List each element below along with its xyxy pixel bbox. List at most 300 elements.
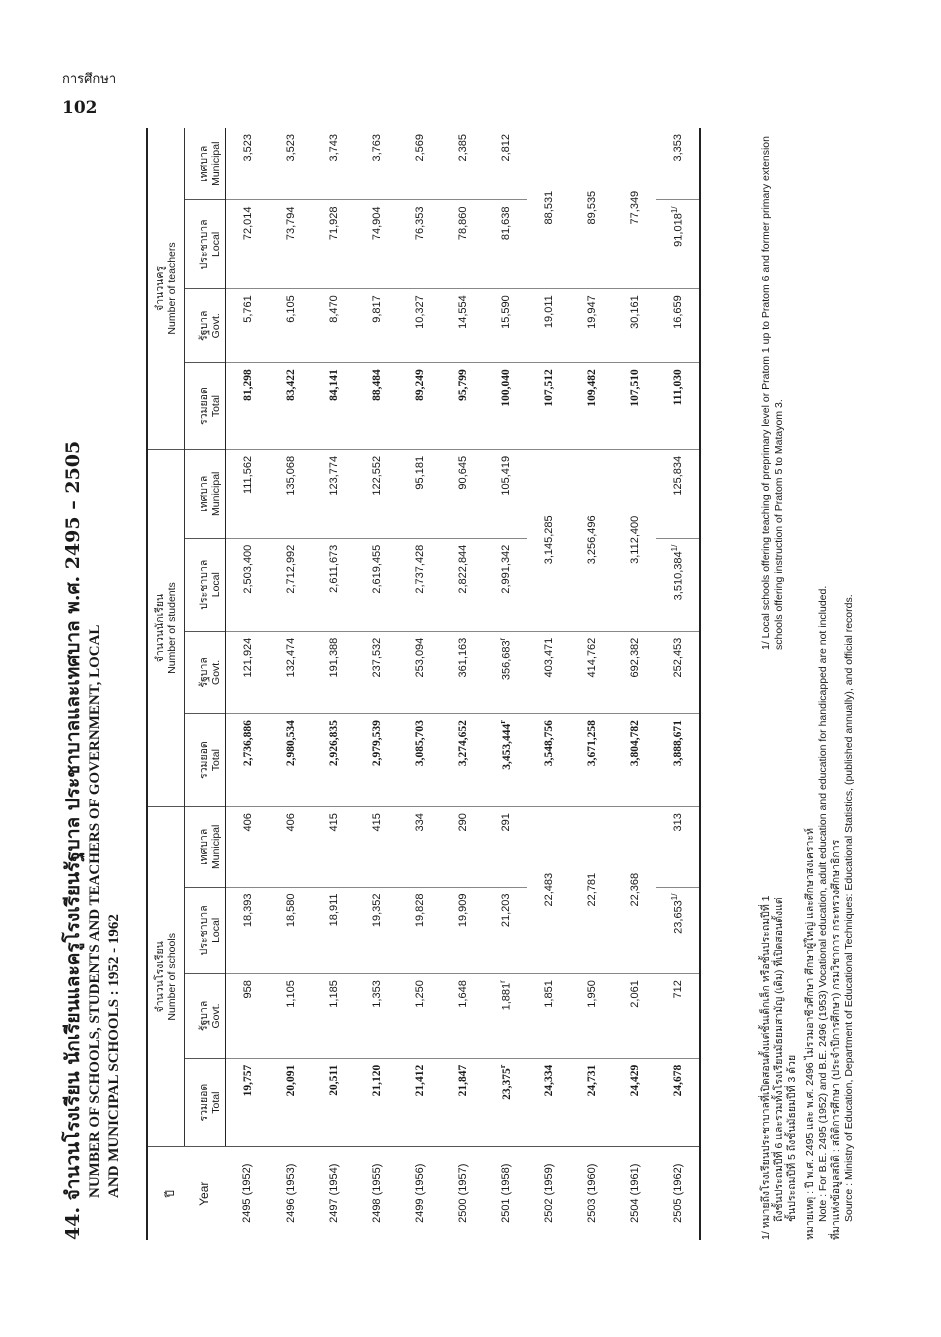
cell-value: 414,762 (585, 637, 598, 678)
cell-value: 415 (370, 813, 383, 832)
students-total-cell (570, 714, 613, 807)
table-row (484, 128, 527, 1240)
column-header-thai: ประชาบาล (198, 219, 210, 270)
teachers-cell (355, 128, 398, 200)
cell-value: 19,011 (542, 295, 555, 329)
cell-value: 1,950 (585, 980, 598, 1008)
cell-value: 1,250 (413, 980, 426, 1008)
table-row (527, 128, 570, 1240)
students-cell (269, 538, 312, 631)
schools-cell (398, 1058, 441, 1147)
teachers-cell (441, 128, 484, 200)
cell-value: 2,980,534 (284, 720, 297, 767)
cell-value: 313 (671, 813, 684, 832)
cell-value: 3,274,652 (456, 720, 469, 767)
teachers-cell (269, 128, 312, 200)
cell-value: 122,552 (370, 455, 383, 496)
students-cell (269, 714, 312, 807)
year-header-thai: ปี (162, 1189, 177, 1198)
teachers-cell (312, 128, 355, 200)
column-header (185, 538, 226, 631)
cell-value: 2501 (1958) (499, 1163, 512, 1223)
data-table-wrapper (146, 128, 701, 1240)
cell-value: 361,163 (456, 637, 469, 678)
column-header-row (185, 128, 226, 1240)
cell-value: 2499 (1956) (413, 1163, 426, 1223)
students-govt-cell (527, 631, 570, 713)
students-cell (441, 631, 484, 713)
cell-value: 253,094 (413, 637, 426, 678)
column-header (185, 631, 226, 713)
teachers-total-cell (613, 363, 656, 450)
cell-value: 3,548,756 (542, 720, 555, 767)
schools-cell (269, 1058, 312, 1147)
schools-total-cell (613, 1058, 656, 1147)
teachers-cell (355, 289, 398, 363)
cell-value: 15,590 (499, 295, 512, 329)
group-header-english: Number of schools (166, 933, 178, 1021)
cell-value: 712 (671, 980, 684, 999)
schools-cell (656, 887, 700, 974)
cell-value: 2,385 (456, 134, 469, 162)
cell-value: 5,761 (241, 295, 254, 323)
teachers-total-cell (527, 363, 570, 450)
students-cell (226, 714, 270, 807)
students-cell (656, 714, 700, 807)
schools-cell (484, 1058, 527, 1147)
cell-value: 2500 (1957) (456, 1163, 469, 1223)
cell-value: 3,256,496 (585, 515, 598, 565)
cell-value: 3,804,782 (628, 720, 641, 767)
schools-cell (226, 887, 270, 974)
schools-cell (398, 887, 441, 974)
cell-value: 83,422 (284, 369, 297, 401)
schools-cell (312, 974, 355, 1059)
students-cell (226, 631, 270, 713)
teachers-cell (269, 200, 312, 289)
column-header-english: Municipal (210, 141, 222, 186)
cell-value: 2498 (1955) (370, 1163, 383, 1223)
column-header-english: Local (210, 572, 222, 598)
cell-value: 90,645 (456, 455, 469, 490)
schools-cell (656, 974, 700, 1059)
cell-value: 2,812 (499, 134, 512, 162)
cell-value: 77,349 (628, 190, 641, 225)
cell-value: 123,774 (327, 455, 340, 496)
schools-cell (269, 887, 312, 974)
cell-value: 19,828 (413, 893, 426, 928)
cell-value: 692,382 (628, 637, 641, 678)
students-govt-cell (613, 631, 656, 713)
cell-value: 2,061 (628, 980, 641, 1008)
teachers-cell (226, 363, 270, 450)
cell-value: 334 (413, 813, 426, 832)
cell-value: 23,653 (672, 900, 685, 934)
schools-cell (226, 807, 270, 887)
cell-value: 2502 (1959) (542, 1163, 555, 1223)
teachers-cell (226, 200, 270, 289)
cell-value: 2,503,400 (241, 544, 254, 594)
cell-value: 2505 (1962) (671, 1163, 684, 1223)
column-header-thai: เทศบาล (198, 145, 210, 182)
cell-mark: r (498, 980, 508, 983)
schools-cell (226, 1058, 270, 1147)
source-thai: ที่มาแห่งข้อมูลสถิติ : สถิติการศึกษา (ประจำปีการศึกษา) กรมวิชาการ กระทรวงศึกษาธิการ (830, 839, 842, 1240)
cell-value: 81,298 (241, 369, 254, 401)
students-cell (484, 631, 527, 713)
schools-govt-cell (613, 974, 656, 1059)
cell-value: 2,737,428 (413, 544, 426, 594)
teachers-cell (226, 289, 270, 363)
schools-cell (484, 974, 527, 1059)
cell-value: 21,203 (499, 893, 512, 928)
cell-value: 24,334 (542, 1064, 555, 1097)
cell-value: 191,388 (327, 637, 340, 678)
cell-value: 237,532 (370, 637, 383, 678)
students-cell (226, 449, 270, 538)
year-header-english: Year (196, 1181, 211, 1206)
cell-value: 3,763 (370, 134, 383, 162)
cell-value: 8,470 (327, 295, 340, 323)
column-header-english: Govt. (210, 659, 222, 685)
cell-value: 21,412 (413, 1064, 426, 1097)
teachers-govt-cell (527, 289, 570, 363)
cell-value: 3,085,703 (413, 720, 426, 767)
group-header-thai: จำนวนครู (154, 265, 166, 311)
column-header-english: Total (210, 1091, 222, 1114)
students-cell (484, 714, 527, 807)
group-header-english: Number of students (166, 582, 178, 674)
cell-value: 125,834 (671, 455, 684, 496)
cell-value: 2,979,539 (370, 720, 383, 767)
cell-value: 406 (241, 813, 254, 832)
table-row (656, 128, 700, 1240)
teachers-local-municipal-cell (527, 128, 570, 289)
cell-value: 84,141 (327, 369, 340, 401)
cell-value: 2497 (1954) (327, 1163, 340, 1223)
teachers-cell (484, 200, 527, 289)
students-cell (484, 538, 527, 631)
students-cell (441, 449, 484, 538)
cell-value: 19,757 (241, 1064, 254, 1097)
cell-value: 2503 (1960) (585, 1163, 598, 1223)
column-header-thai: รัฐบาล (198, 1000, 210, 1032)
cell-value: 22,368 (628, 872, 641, 907)
cell-mark: 1/ (670, 544, 680, 552)
column-header-english: Total (210, 394, 222, 418)
cell-value: 291 (499, 813, 512, 832)
students-local-municipal-cell (570, 449, 613, 631)
teachers-cell (398, 363, 441, 450)
cell-mark: r (498, 637, 508, 641)
teachers-cell (484, 128, 527, 200)
cell-value: 252,453 (671, 637, 684, 678)
cell-value: 21,120 (370, 1064, 383, 1097)
students-local-municipal-cell (613, 449, 656, 631)
teachers-total-cell (570, 363, 613, 450)
teachers-govt-cell (570, 289, 613, 363)
schools-cell (398, 974, 441, 1059)
column-header-english: Municipal (210, 471, 222, 516)
teachers-cell (398, 128, 441, 200)
cell-value: 19,352 (370, 893, 383, 928)
column-header (185, 1058, 226, 1147)
table-row (269, 128, 312, 1240)
cell-value: 88,531 (542, 190, 555, 225)
schools-cell (269, 807, 312, 887)
year-cell (269, 1147, 312, 1240)
table-row (570, 128, 613, 1240)
schools-cell (656, 1058, 700, 1147)
students-cell (312, 449, 355, 538)
cell-value: 107,510 (628, 369, 641, 407)
students-cell (656, 631, 700, 713)
cell-value: 22,483 (542, 872, 555, 907)
cell-value: 111,030 (671, 369, 684, 406)
cell-value: 20,511 (327, 1064, 340, 1096)
cell-value: 3,112,400 (628, 515, 641, 564)
column-header (185, 887, 226, 974)
schools-cell (441, 887, 484, 974)
footnote-1-thai-line3: ชั้นประถมปีที่ 5 ถึงชั้นมัธยมปีที่ 3 ด้วย (786, 1054, 798, 1222)
cell-value: 9,817 (370, 295, 383, 323)
schools-cell (441, 1058, 484, 1147)
teachers-cell (398, 200, 441, 289)
group-header-thai: จำนวนนักเรียน (154, 593, 166, 663)
students-govt-cell (570, 631, 613, 713)
column-header (185, 974, 226, 1059)
cell-value: 2,991,342 (499, 544, 512, 594)
cell-value: 109,482 (585, 369, 598, 407)
schools-total-cell (570, 1058, 613, 1147)
source-english: Source : Ministry of Education, Department of Educational Techniques: Educational Statistics, (published annually), and official records. (843, 594, 855, 1222)
cell-value: 95,799 (456, 369, 469, 401)
cell-value: 16,659 (671, 295, 684, 329)
column-header-english: Local (210, 231, 222, 257)
students-cell (355, 538, 398, 631)
year-cell (398, 1147, 441, 1240)
teachers-local-municipal-cell (570, 128, 613, 289)
column-header-thai: รวมยอด (198, 741, 210, 780)
cell-value: 21,847 (456, 1064, 469, 1097)
schools-cell (312, 1058, 355, 1147)
cell-value: 95,181 (413, 455, 426, 490)
students-cell (312, 714, 355, 807)
cell-value: 111,562 (241, 455, 254, 495)
teachers-govt-cell (613, 289, 656, 363)
schools-govt-cell (527, 974, 570, 1059)
students-cell (656, 449, 700, 538)
cell-value: 1,105 (284, 980, 297, 1008)
teachers-cell (656, 128, 700, 200)
table-body (226, 128, 701, 1240)
cell-value: 2,926,835 (327, 720, 340, 767)
schools-cell (226, 974, 270, 1059)
teachers-cell (441, 289, 484, 363)
schools-cell (355, 1058, 398, 1147)
table-row (312, 128, 355, 1240)
cell-value: 356,683 (500, 640, 513, 681)
schools-table (146, 128, 701, 1240)
cell-value: 24,429 (628, 1064, 641, 1097)
cell-value: 2,619,455 (370, 544, 383, 594)
column-header-thai: รัฐบาล (198, 657, 210, 688)
students-cell (398, 631, 441, 713)
cell-value: 1,881 (500, 982, 513, 1011)
schools-cell (441, 974, 484, 1059)
cell-value: 3,671,258 (585, 720, 598, 767)
cell-value: 3,353 (671, 134, 684, 162)
schools-cell (484, 887, 527, 974)
title-english-line1: NUMBER OF SCHOOLS, STUDENTS AND TEACHERS OF GOVERNMENT, LOCAL (87, 624, 103, 1198)
students-cell (226, 538, 270, 631)
teachers-cell (656, 363, 700, 450)
cell-value: 89,249 (413, 369, 426, 401)
year-cell (484, 1147, 527, 1240)
schools-cell (355, 807, 398, 887)
cell-value: 10,327 (413, 295, 426, 329)
teachers-cell (484, 363, 527, 450)
year-cell (441, 1147, 484, 1240)
page-category: การศึกษา (62, 72, 117, 87)
teachers-cell (355, 363, 398, 450)
schools-cell (484, 807, 527, 887)
cell-value: 18,580 (284, 893, 297, 928)
cell-value: 3,523 (241, 134, 254, 162)
column-header-english: Govt. (210, 1003, 222, 1029)
schools-cell (441, 807, 484, 887)
note-english: Note : For B.E. 2495 (1952) and B.E. 2496 (1953) Vocational education, adult education and education for handicapped are not included. (817, 585, 829, 1222)
schools-local-municipal-cell (527, 807, 570, 974)
column-header (185, 200, 226, 289)
cell-value: 91,018 (672, 213, 685, 247)
cell-value: 2,611,673 (327, 544, 340, 593)
table-row (398, 128, 441, 1240)
column-header-thai: รวมยอด (198, 387, 210, 425)
students-cell (441, 714, 484, 807)
students-cell (269, 449, 312, 538)
students-cell (398, 714, 441, 807)
cell-value: 22,781 (585, 872, 598, 907)
cell-value: 2504 (1961) (628, 1163, 641, 1223)
cell-value: 3,453,444 (500, 723, 513, 770)
cell-value: 72,014 (241, 206, 254, 241)
schools-govt-cell (570, 974, 613, 1059)
group-header-students (147, 449, 185, 806)
teachers-cell (656, 289, 700, 363)
year-cell (570, 1147, 613, 1240)
schools-total-cell (527, 1058, 570, 1147)
schools-cell (269, 974, 312, 1059)
schools-cell (312, 807, 355, 887)
column-header (185, 714, 226, 807)
year-cell (527, 1147, 570, 1240)
cell-value: 73,794 (284, 206, 297, 241)
column-header (185, 363, 226, 450)
footnotes (760, 128, 856, 1240)
students-cell (355, 714, 398, 807)
cell-value: 2495 (1952) (241, 1163, 254, 1223)
cell-value: 78,860 (456, 206, 469, 241)
students-cell (398, 538, 441, 631)
teachers-cell (226, 128, 270, 200)
title-english-line2: AND MUNICIPAL SCHOOLS : 1952 - 1962 (106, 914, 122, 1198)
cell-value: 24,731 (585, 1064, 598, 1097)
cell-value: 24,678 (671, 1064, 684, 1097)
schools-cell (398, 807, 441, 887)
teachers-cell (312, 289, 355, 363)
cell-value: 107,512 (542, 369, 555, 407)
year-header (147, 1147, 226, 1240)
cell-value: 121,924 (241, 637, 254, 678)
cell-value: 1,185 (327, 980, 340, 1008)
column-header-thai: รวมยอด (198, 1083, 210, 1122)
group-header-english: Number of teachers (166, 242, 178, 335)
cell-value: 3,145,285 (542, 515, 555, 565)
page-number: 102 (62, 98, 98, 118)
cell-value: 415 (327, 813, 340, 832)
schools-local-municipal-cell (570, 807, 613, 974)
students-cell (656, 538, 700, 631)
cell-value: 1,851 (542, 980, 555, 1008)
teachers-cell (484, 289, 527, 363)
table-row (355, 128, 398, 1240)
cell-value: 19,947 (585, 295, 598, 329)
cell-value: 1,353 (370, 980, 383, 1008)
cell-value: 1,648 (456, 980, 469, 1008)
cell-value: 3,523 (284, 134, 297, 162)
teachers-cell (312, 200, 355, 289)
cell-value: 81,638 (499, 206, 512, 241)
column-header-english: Municipal (210, 824, 222, 870)
column-header-thai: เทศบาล (198, 828, 210, 865)
year-cell (312, 1147, 355, 1240)
table-row (441, 128, 484, 1240)
title-block (60, 130, 124, 1240)
cell-mark: r (498, 720, 508, 724)
column-header (185, 128, 226, 200)
students-cell (484, 449, 527, 538)
column-header-thai: ประชาบาล (198, 905, 210, 956)
cell-value: 6,105 (284, 295, 297, 323)
schools-cell (355, 887, 398, 974)
year-cell (355, 1147, 398, 1240)
cell-value: 3,510,384 (672, 551, 685, 601)
table-row (226, 128, 270, 1240)
cell-value: 23,375 (500, 1068, 513, 1100)
column-header-english: Local (210, 917, 222, 943)
schools-cell (312, 887, 355, 974)
students-total-cell (527, 714, 570, 807)
title-thai: 44. จำนวนโรงเรียน นักเรียนและครูโรงเรียนรัฐบาล ประชาบาลและเทศบาล พ.ศ. 2495 – 2505 (62, 440, 84, 1240)
teachers-cell (355, 200, 398, 289)
column-header-english: Total (210, 749, 222, 772)
students-cell (441, 538, 484, 631)
cell-value: 2,712,992 (284, 544, 297, 594)
column-header (185, 449, 226, 538)
cell-value: 71,928 (327, 206, 340, 241)
teachers-cell (441, 200, 484, 289)
students-total-cell (613, 714, 656, 807)
teachers-cell (312, 363, 355, 450)
teachers-cell (269, 363, 312, 450)
cell-mark: r (498, 1064, 508, 1069)
students-cell (312, 631, 355, 713)
cell-value: 88,484 (370, 369, 383, 401)
group-header-schools (147, 807, 185, 1147)
students-cell (398, 449, 441, 538)
footnote-1-thai-line2: ถึงชั้นประถมปีที่ 6 และรวมทั้งโรงเรียนมัธยมสามัญ (เดิม) ที่เปิดสอนตั้งแต่ (773, 897, 785, 1222)
